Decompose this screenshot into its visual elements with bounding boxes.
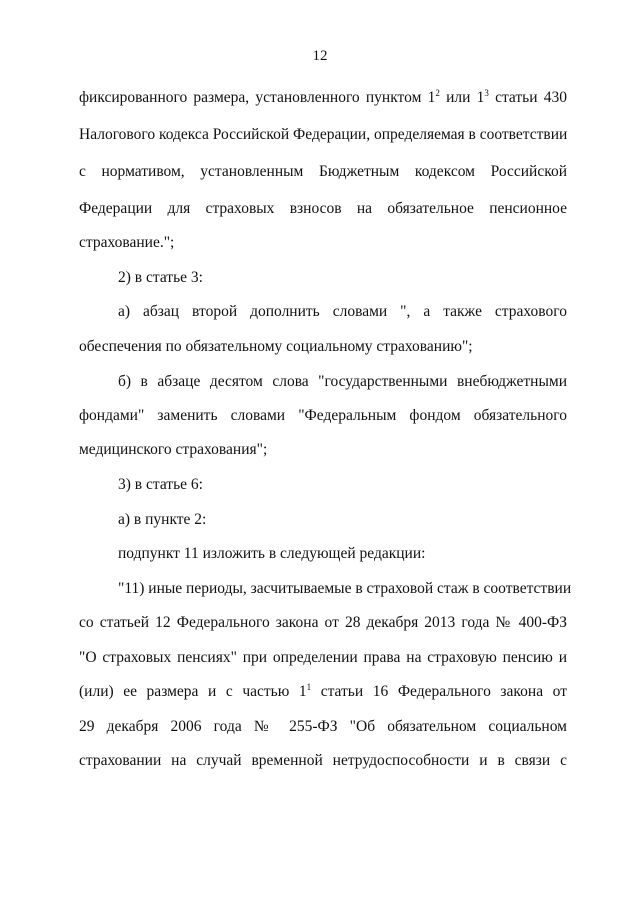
text-line [118, 580, 572, 598]
text-line [118, 511, 567, 529]
text-segment: или 1 [439, 89, 485, 106]
text-line [79, 649, 567, 667]
text-line [79, 752, 567, 770]
text-line [118, 303, 567, 321]
text-line [79, 89, 567, 107]
text-segment: а) абзац второй дополнить словами ", а также страхового [118, 303, 567, 320]
page-number: 12 [312, 48, 328, 64]
text-segment: б) в абзаце десятом слова "государственными внебюджетными [118, 373, 567, 390]
text-line [79, 614, 567, 632]
superscript: 2 [435, 87, 440, 98]
text-segment: подпункт 11 изложить в следующей редакции: [118, 545, 426, 562]
text-segment: фиксированного размера, установленного пунктом 1 [79, 89, 436, 106]
text-segment: страхование."; [79, 234, 175, 251]
text-segment: статьи 430 [488, 89, 568, 106]
superscript: 1 [306, 681, 312, 692]
text-segment: 2) в статье 3: [118, 269, 203, 286]
text-line [79, 234, 567, 252]
text-segment: с нормативом, установленным Бюджетным кодексом Российской [79, 163, 567, 180]
text-segment: обеспечения по обязательному социальному страхованию"; [79, 338, 473, 355]
text-segment: медицинского страхования"; [79, 441, 268, 458]
text-line [118, 373, 567, 391]
text-segment: страховании на случай временной нетрудоспособности и в связи с [79, 752, 567, 769]
text-line [79, 441, 567, 459]
text-segment: (или) ее размера и с частью 1 [79, 683, 307, 700]
text-segment: Федерации для страховых взносов на обязательное пенсионное [79, 200, 567, 217]
text-segment: 3) в статье 6: [118, 476, 203, 493]
text-segment: статьи 16 Федерального закона от [311, 683, 567, 700]
superscript: 3 [484, 87, 489, 98]
text-line [118, 269, 567, 287]
text-line [79, 683, 567, 701]
text-line [79, 407, 567, 425]
text-line [79, 163, 567, 181]
text-segment: а) в пункте 2: [118, 511, 207, 528]
text-line [79, 126, 567, 144]
text-line [79, 338, 567, 356]
text-segment: Налогового кодекса Российской Федерации, определяемая в соответствии [79, 126, 568, 143]
text-segment: фондами" заменить словами "Федеральным фондом обязательного [79, 407, 567, 424]
text-segment: "О страховых пенсиях" при определении права на страховую пенсию и [79, 649, 567, 666]
text-segment: со статьей 12 Федерального закона от 28 декабря 2013 года № 400-ФЗ [79, 614, 567, 631]
text-line [79, 200, 567, 218]
text-segment: "11) иные периоды, засчитываемые в страховой стаж в соответствии [118, 580, 572, 597]
text-segment: 29 декабря 2006 года № 255-ФЗ "Об обязательном социальном [79, 718, 567, 735]
text-line [118, 476, 567, 494]
text-line [79, 718, 567, 736]
text-line [118, 545, 567, 563]
